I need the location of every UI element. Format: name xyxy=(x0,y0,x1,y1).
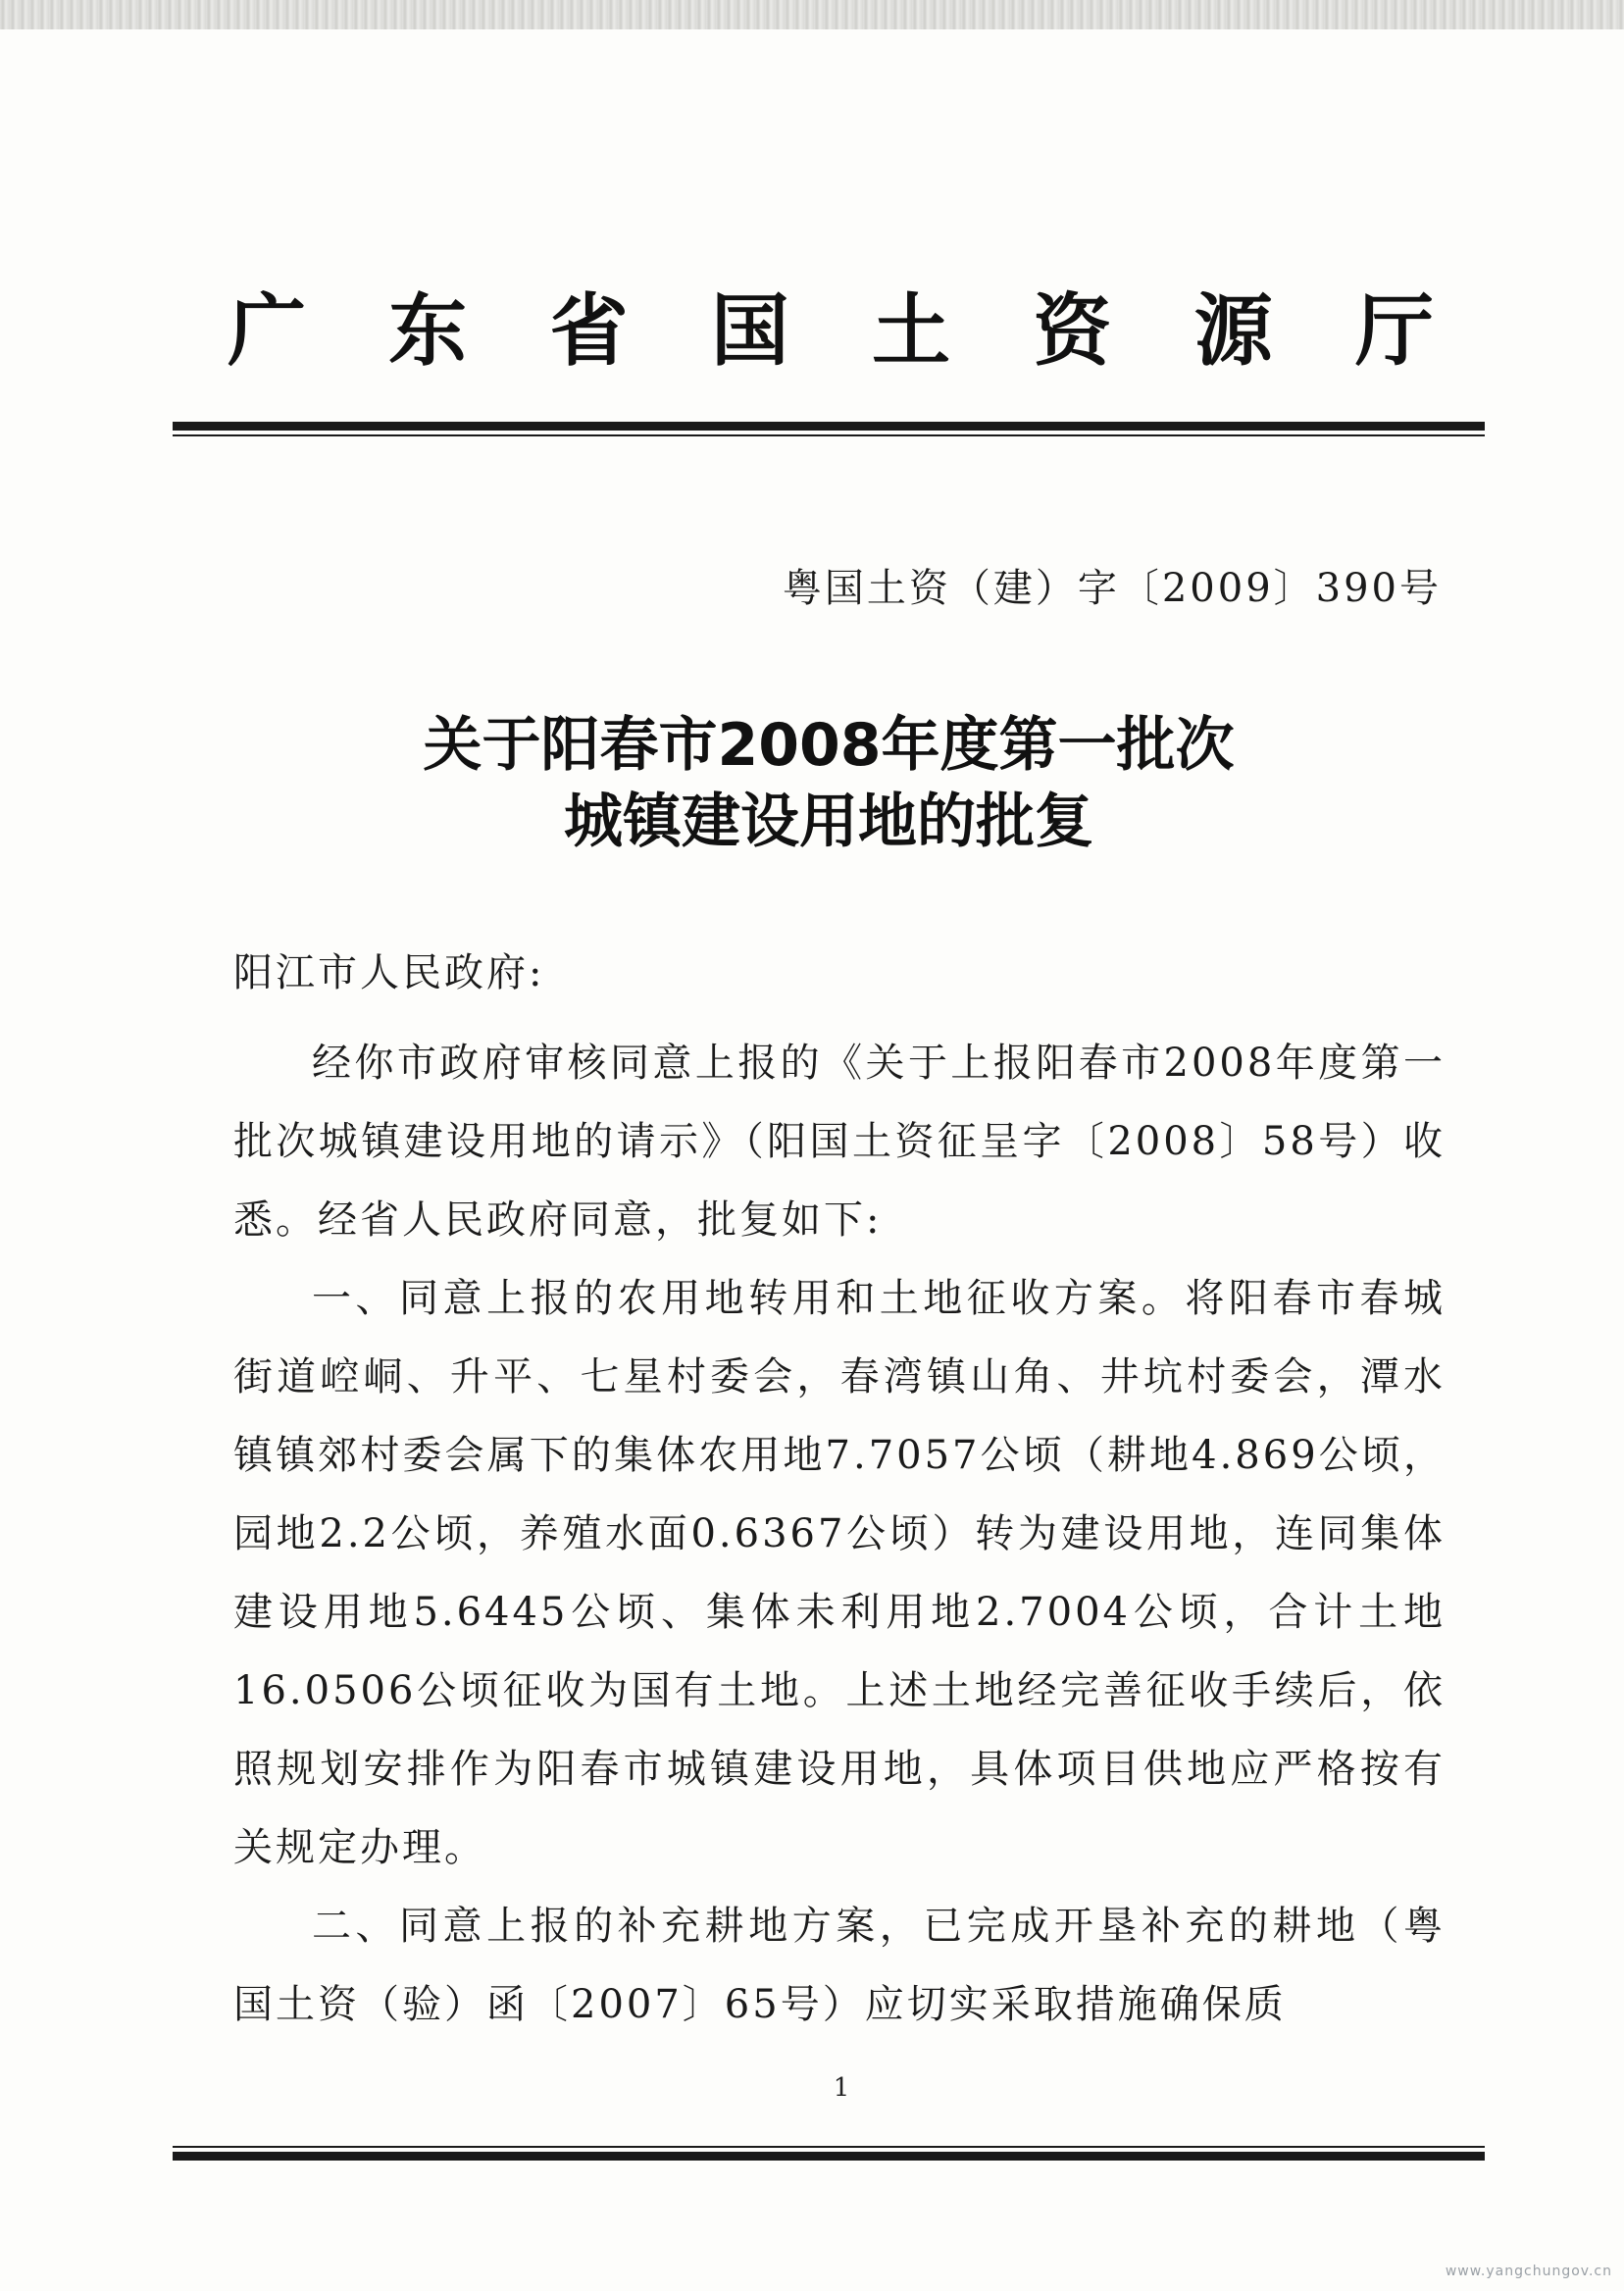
issuer-header xyxy=(228,265,1434,382)
header-divider xyxy=(173,422,1485,436)
body-paragraph-item-1: 一、同意上报的农用地转用和土地征收方案。将阳春市春城街道崆峒、升平、七星村委会，春湾镇山角、井坑村委会，潭水镇镇郊村委会属下的集体农用地7.7057公顷（耕地4.869公顷，园地2.2公顷，养殖水面0.6367公顷）转为建设用地，连同集体建设用地5.6445公顷、集体未利用地2.7004公顷，合计土地16.0506公顷征收为国有土地。上述土地经完善征收手续后，依照规划安排作为阳春市城镇建设用地，具体项目供地应严格按有关规定办理。 xyxy=(233,1276,1446,1870)
issuer-header-char: 广 xyxy=(228,283,306,377)
page-number: 1 xyxy=(833,2073,850,2103)
document-title-line-2: 城镇建设用地的批复 xyxy=(564,788,1093,856)
scan-edge xyxy=(0,0,1624,29)
issuer-header-char: 东 xyxy=(388,283,468,377)
issuer-header-char: 厅 xyxy=(1354,283,1434,377)
body-paragraph-item-2: 二、同意上报的补充耕地方案，已完成开垦补充的耕地（粤国土资（验）函〔2007〕65号）应切实采取措施确保质 xyxy=(233,1904,1446,2027)
issuer-header-char: 土 xyxy=(872,283,951,377)
document-number: 粤国土资（建）字〔2009〕390号 xyxy=(782,566,1442,611)
salutation: 阳江市人民政府: xyxy=(233,950,545,995)
footer-divider xyxy=(173,2146,1485,2161)
issuer-header-char: 资 xyxy=(1033,283,1112,377)
issuer-header-char: 源 xyxy=(1193,283,1273,377)
document-title-line-1: 关于阳春市2008年度第一批次 xyxy=(423,711,1235,780)
watermark-logo: www.yangchungov.cn xyxy=(1445,2264,1612,2279)
body-paragraph-intro: 经你市政府审核同意上报的《关于上报阳春市2008年度第一批次城镇建设用地的请示》（阳国土资征呈字〔2008〕58号）收悉。经省人民政府同意，批复如下: xyxy=(233,1041,1446,1243)
issuer-header-char: 省 xyxy=(549,283,629,377)
issuer-header-char: 国 xyxy=(710,283,789,377)
